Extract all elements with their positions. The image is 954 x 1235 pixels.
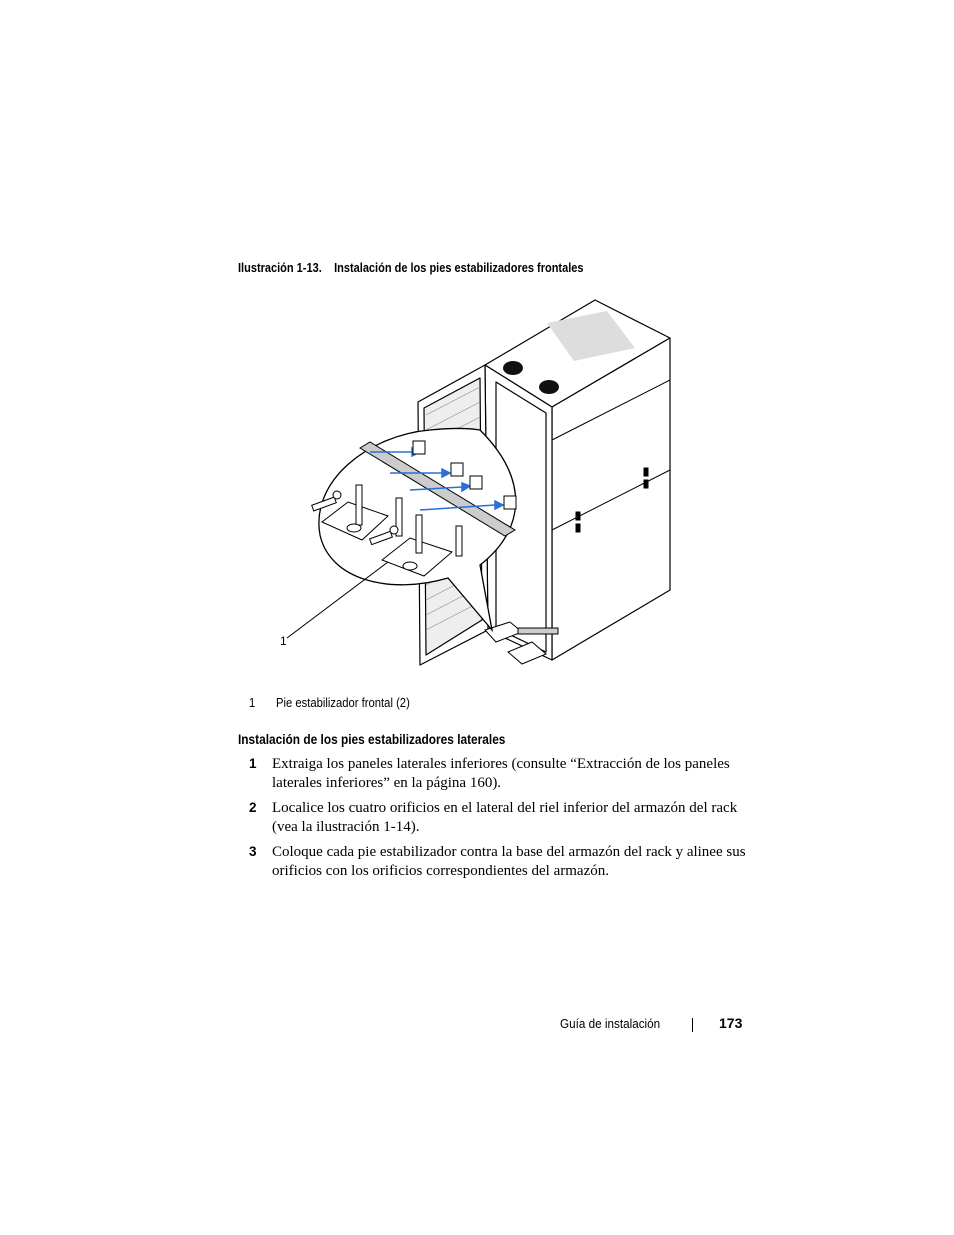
- step-item: [249, 843, 749, 880]
- figure-caption: [238, 261, 584, 275]
- figure-caption-number: Ilustración 1-13.: [238, 261, 322, 275]
- page-number: 173: [719, 1015, 743, 1031]
- section-heading: Instalación de los pies estabilizadores laterales: [238, 732, 506, 747]
- step-number: 1: [249, 756, 257, 771]
- cable-hole: [503, 361, 523, 375]
- step-item: [249, 799, 749, 836]
- step-text: Extraiga los paneles laterales inferiores (consulte “Extracción de los paneles laterales inferiores” en la página 160).: [272, 756, 730, 791]
- step-item: [249, 755, 749, 792]
- step-number: 2: [249, 800, 257, 815]
- legend-text: Pie estabilizador frontal (2): [276, 696, 410, 710]
- footer-separator: [692, 1018, 693, 1032]
- cable-hole: [539, 380, 559, 394]
- legend-number: 1: [249, 696, 256, 710]
- callout-label: 1: [280, 634, 287, 648]
- callout-leader-line: [287, 562, 388, 638]
- rack-stabilizer-illustration: [270, 290, 690, 680]
- footer-title: Guía de instalación: [560, 1016, 661, 1031]
- figure-caption-title: Instalación de los pies estabilizadores frontales: [334, 261, 584, 275]
- step-text: Coloque cada pie estabilizador contra la base del armazón del rack y alinee sus orificios con los orificios correspondientes del armazón.: [272, 844, 746, 879]
- step-text: Localice los cuatro orificios en el lateral del riel inferior del armazón del rack (vea la ilustración 1-14).: [272, 800, 738, 835]
- steps-list: [249, 755, 749, 887]
- step-number: 3: [249, 844, 257, 859]
- figure-legend: [249, 696, 410, 710]
